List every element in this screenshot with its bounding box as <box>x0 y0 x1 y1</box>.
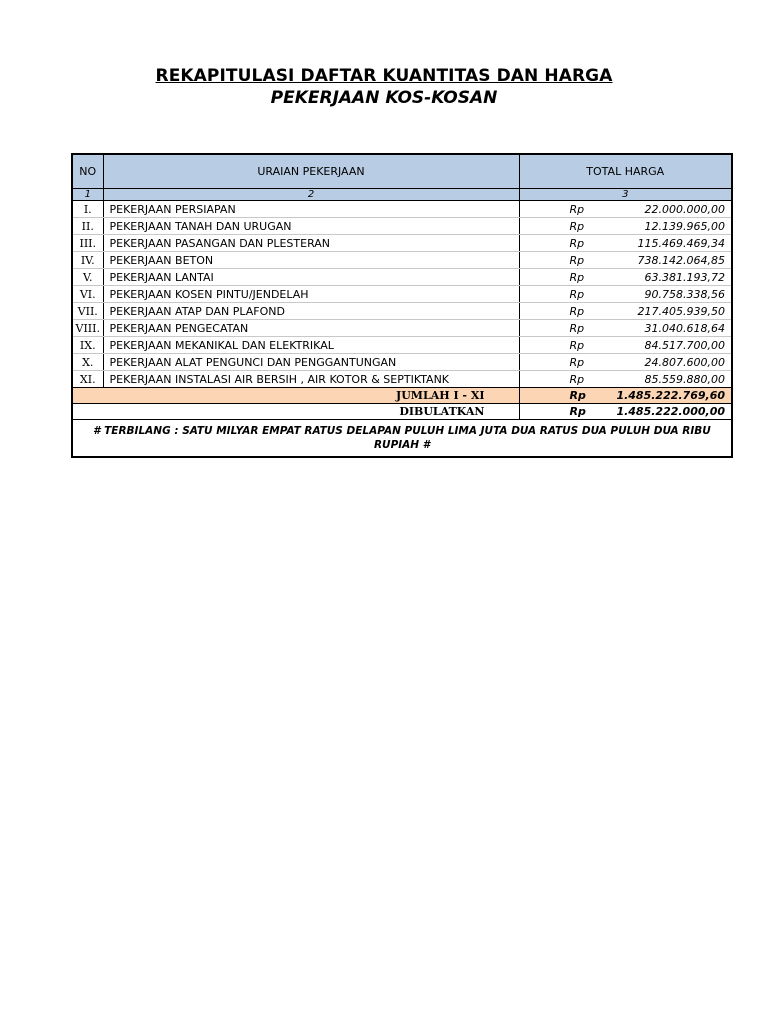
colnum-3: 3 <box>519 189 732 201</box>
dibulatkan-currency: Rp <box>519 404 589 420</box>
header-uraian: URAIAN PEKERJAAN <box>103 154 519 189</box>
table-row <box>72 252 732 269</box>
row-currency: Rp <box>519 201 589 218</box>
row-no: V. <box>72 269 103 286</box>
row-no: IV. <box>72 252 103 269</box>
table-row <box>72 269 732 286</box>
row-currency: Rp <box>519 269 589 286</box>
row-no: VIII. <box>72 320 103 337</box>
recap-table <box>71 153 733 458</box>
table-header-row <box>72 154 732 189</box>
table-row <box>72 371 732 388</box>
table-row <box>72 286 732 303</box>
row-amount: 63.381.193,72 <box>589 269 732 286</box>
row-uraian: PEKERJAAN TANAH DAN URUGAN <box>103 218 519 235</box>
row-uraian: PEKERJAAN PASANGAN DAN PLESTERAN <box>103 235 519 252</box>
row-currency: Rp <box>519 354 589 371</box>
colnum-2: 2 <box>103 189 519 201</box>
row-no: X. <box>72 354 103 371</box>
table-row <box>72 235 732 252</box>
dibulatkan-amount: 1.485.222.000,00 <box>589 404 732 420</box>
row-no: VII. <box>72 303 103 320</box>
row-currency: Rp <box>519 320 589 337</box>
row-amount: 12.139.965,00 <box>589 218 732 235</box>
table-row <box>72 320 732 337</box>
header-total-harga: TOTAL HARGA <box>519 154 732 189</box>
row-currency: Rp <box>519 235 589 252</box>
row-currency: Rp <box>519 252 589 269</box>
row-uraian: PEKERJAAN ALAT PENGUNCI DAN PENGGANTUNGAN <box>103 354 519 371</box>
row-uraian: PEKERJAAN BETON <box>103 252 519 269</box>
row-amount: 217.405.939,50 <box>589 303 732 320</box>
row-amount: 85.559.880,00 <box>589 371 732 388</box>
row-no: XI. <box>72 371 103 388</box>
row-uraian: PEKERJAAN ATAP DAN PLAFOND <box>103 303 519 320</box>
row-uraian: PEKERJAAN MEKANIKAL DAN ELEKTRIKAL <box>103 337 519 354</box>
row-amount: 22.000.000,00 <box>589 201 732 218</box>
row-no: I. <box>72 201 103 218</box>
jumlah-currency: Rp <box>519 388 589 404</box>
table-row <box>72 201 732 218</box>
table-body <box>72 201 732 388</box>
header-no: NO <box>72 154 103 189</box>
row-amount: 90.758.338,56 <box>589 286 732 303</box>
row-uraian: PEKERJAAN PERSIAPAN <box>103 201 519 218</box>
row-currency: Rp <box>519 303 589 320</box>
row-currency: Rp <box>519 286 589 303</box>
document-subtitle: PEKERJAAN KOS-KOSAN <box>270 88 498 108</box>
colnum-1: 1 <box>72 189 103 201</box>
table-row <box>72 354 732 371</box>
table-row <box>72 218 732 235</box>
row-uraian: PEKERJAAN INSTALASI AIR BERSIH , AIR KOTOR & SEPTIKTANK <box>103 371 519 388</box>
row-uraian: PEKERJAAN PENGECATAN <box>103 320 519 337</box>
terbilang-row <box>72 420 732 458</box>
row-currency: Rp <box>519 337 589 354</box>
row-amount: 84.517.700,00 <box>589 337 732 354</box>
row-uraian: PEKERJAAN KOSEN PINTU/JENDELAH <box>103 286 519 303</box>
jumlah-amount: 1.485.222.769,60 <box>589 388 732 404</box>
row-no: II. <box>72 218 103 235</box>
row-currency: Rp <box>519 218 589 235</box>
column-number-row <box>72 189 732 201</box>
row-currency: Rp <box>519 371 589 388</box>
row-no: VI. <box>72 286 103 303</box>
jumlah-label: JUMLAH I - XI <box>72 388 519 404</box>
row-uraian: PEKERJAAN LANTAI <box>103 269 519 286</box>
row-amount: 31.040.618,64 <box>589 320 732 337</box>
row-amount: 24.807.600,00 <box>589 354 732 371</box>
terbilang-text: # TERBILANG : SATU MILYAR EMPAT RATUS DELAPAN PULUH LIMA JUTA DUA RATUS DUA PULUH DUA RIBU RUPIAH # <box>72 420 732 458</box>
dibulatkan-row <box>72 404 732 420</box>
row-no: III. <box>72 235 103 252</box>
table-row <box>72 303 732 320</box>
row-amount: 115.469.469,34 <box>589 235 732 252</box>
table-row <box>72 337 732 354</box>
row-no: IX. <box>72 337 103 354</box>
row-amount: 738.142.064,85 <box>589 252 732 269</box>
dibulatkan-label: DIBULATKAN <box>72 404 519 420</box>
jumlah-row <box>72 388 732 404</box>
document-title: REKAPITULASI DAFTAR KUANTITAS DAN HARGA <box>155 66 613 86</box>
